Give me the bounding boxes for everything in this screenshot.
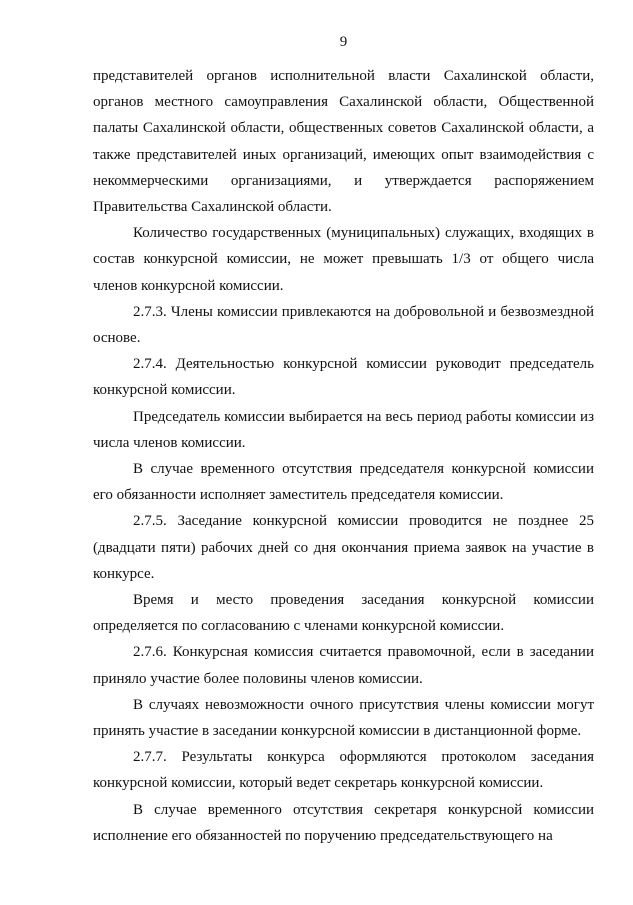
paragraph-2-7-4: 2.7.4. Деятельностью конкурсной комиссии руководит председатель конкурсной комиссии. [93,356,594,399]
paragraph-remote-participation: В случаях невозможности очного присутствия члены комиссии могут принять участие в заседании конкурсной комиссии в дистанционной форме. [93,696,594,740]
paragraph-secretary-absence: В случае временного отсутствия секретаря конкурсной комиссии исполнение его обязанностей по поручению председательствующего на [93,801,594,844]
page-number: 9 [339,34,348,50]
paragraph-chairman-election: Председатель комиссии выбирается на весь период работы комиссии из числа членов комиссии. [93,408,594,451]
document-body [93,63,594,849]
paragraph-2-7-3: 2.7.3. Члены комиссии привлекаются на добровольной и безвозмездной основе. [93,303,594,347]
paragraph-commission-composition: Количество государственных (муниципальных) служащих, входящих в состав конкурсной комиссии, не может превышать 1/3 от общего числа членов конкурсной комиссии. [93,225,594,294]
paragraph-chairman-absence: В случае временного отсутствия председателя конкурсной комиссии его обязанности исполняет заместитель председателя комиссии. [93,461,594,504]
paragraph-2-7-5: 2.7.5. Заседание конкурсной комиссии проводится не позднее 25 (двадцати пяти) рабочих дней со дня окончания приема заявок на участие в конкурсе. [93,513,594,582]
paragraph-meeting-time-place: Время и место проведения заседания конкурсной комиссии определяется по согласованию с членами конкурсной комиссии. [93,592,594,635]
paragraph-2-7-6: 2.7.6. Конкурсная комиссия считается правомочной, если в заседании приняло участие более половины членов комиссии. [93,644,594,687]
paragraph-2-7-7: 2.7.7. Результаты конкурса оформляются протоколом заседания конкурсной комиссии, который ведет секретарь конкурсной комиссии. [93,749,594,792]
paragraph-continuation: представителей органов исполнительной власти Сахалинской области, органов местного самоуправления Сахалинской области, Общественной палаты Сахалинской области, общественных советов Сахалинской области, а также представителей иных организаций, имеющих опыт взаимодействия с некоммерческими организациями, и утверждается распоряжением Правительства Сахалинской области. [93,68,594,216]
